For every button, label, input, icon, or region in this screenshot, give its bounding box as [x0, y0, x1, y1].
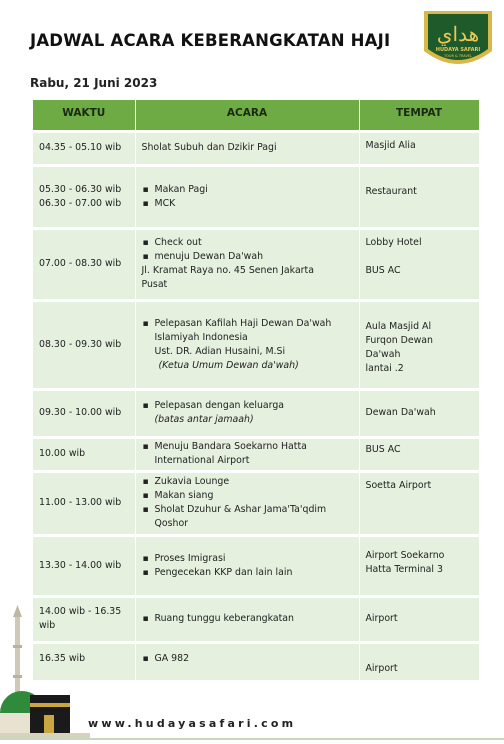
place-cell: Soetta Airport: [359, 471, 479, 535]
time-cell: 14.00 wib - 16.35 wib: [33, 596, 135, 642]
list-item: ▪ Proses Imigrasi: [142, 552, 353, 566]
time-cell: 05.30 - 06.30 wib 06.30 - 07.00 wib: [33, 165, 135, 228]
list-item: ▪ Sholat Dzuhur & Ashar Jama'Ta'qdim Qoshor: [142, 503, 353, 531]
address-line: Jl. Kramat Raya no. 45 Senen Jakarta: [141, 265, 314, 276]
speaker-name: Ust. DR. Adian Husaini, M.Si: [154, 345, 286, 357]
website-url[interactable]: www.hudayasafari.com: [88, 717, 297, 730]
list-item: ▪ menuju Dewan Da'wah: [142, 250, 353, 264]
event-cell: Sholat Subuh dan Dzikir Pagi: [135, 131, 359, 165]
table-row: [33, 228, 479, 300]
column-header-tempat: TEMPAT: [359, 100, 479, 131]
event-cell: [135, 642, 359, 680]
column-header-acara: ACARA: [135, 100, 359, 131]
logo-text: HUDAYA SAFARI: [435, 47, 481, 53]
list-item: ▪ MCK: [142, 197, 353, 211]
place-cell: Airport: [359, 642, 479, 680]
list-item: ▪ GA 982: [142, 652, 353, 666]
schedule-table: [33, 100, 480, 680]
time-cell: 10.00 wib: [33, 437, 135, 471]
table-header: [33, 100, 479, 131]
mosque-kaaba-illustration: [0, 605, 90, 740]
page-title: JADWAL ACARA KEBERANGKATAN HAJI: [30, 31, 391, 50]
time-cell: 13.30 - 14.00 wib: [33, 535, 135, 596]
table-row: [33, 535, 479, 596]
time-cell: 07.00 - 08.30 wib: [33, 228, 135, 300]
schedule-date: Rabu, 21 Juni 2023: [30, 76, 158, 90]
place-cell: Dewan Da'wah: [359, 389, 479, 437]
event-cell: [135, 389, 359, 437]
list-item: ▪ Makan siang: [142, 489, 353, 503]
place-cell: Airport Soekarno Hatta Terminal 3: [359, 535, 479, 596]
table-row: [33, 300, 479, 389]
event-cell: [135, 228, 359, 300]
table-row: [33, 642, 479, 680]
list-item: ▪ Pelepasan Kafilah Haji Dewan Da'wah Islamiyah Indonesia: [142, 317, 353, 345]
place-cell: Lobby Hotel BUS AC: [359, 228, 479, 300]
event-cell: [135, 437, 359, 471]
table-row: [33, 471, 479, 535]
event-cell: [135, 535, 359, 596]
table-row: [33, 437, 479, 471]
hudaya-safari-logo: [420, 7, 496, 75]
list-item: ▪ Ruang tunggu keberangkatan: [142, 612, 353, 626]
place-cell: Aula Masjid Al Furqon Dewan Da'wah lantai .2: [359, 300, 479, 389]
list-item: ▪ Pelepasan dengan keluarga: [142, 399, 353, 413]
list-item: ▪ Makan Pagi: [142, 183, 353, 197]
time-cell: 09.30 - 10.00 wib: [33, 389, 135, 437]
table-row: [33, 165, 479, 228]
list-item: ▪ Menuju Bandara Soekarno Hatta International Airport: [142, 440, 353, 468]
logo-arabic-text: هداي: [436, 22, 480, 46]
table-row: [33, 389, 479, 437]
table-row: [33, 131, 479, 165]
table-row: [33, 596, 479, 642]
place-cell: Masjid Alia: [359, 131, 479, 165]
list-item: ▪ Check out: [142, 236, 353, 250]
list-item: ▪ Pengecekan KKP dan lain lain: [142, 566, 353, 580]
speaker-note: (Ketua Umum Dewan da'wah): [158, 359, 299, 371]
address-line: Pusat: [141, 279, 168, 290]
footer-divider: [0, 738, 504, 740]
time-cell: 08.30 - 09.30 wib: [33, 300, 135, 389]
event-cell: [135, 165, 359, 228]
logo-subtext: TOUR & TRAVEL: [444, 54, 472, 58]
place-cell: BUS AC: [359, 437, 479, 471]
place-cell: Airport: [359, 596, 479, 642]
list-item: ▪ Zukavia Lounge: [142, 475, 353, 489]
time-cell: 16.35 wib: [33, 642, 135, 680]
event-note: (batas antar jamaah): [154, 414, 254, 425]
time-cell: 11.00 - 13.00 wib: [33, 471, 135, 535]
event-cell: [135, 596, 359, 642]
place-cell: Restaurant: [359, 165, 479, 228]
column-header-waktu: WAKTU: [33, 100, 135, 131]
event-cell: [135, 471, 359, 535]
event-cell: [135, 300, 359, 389]
time-cell: 04.35 - 05.10 wib: [33, 131, 135, 165]
